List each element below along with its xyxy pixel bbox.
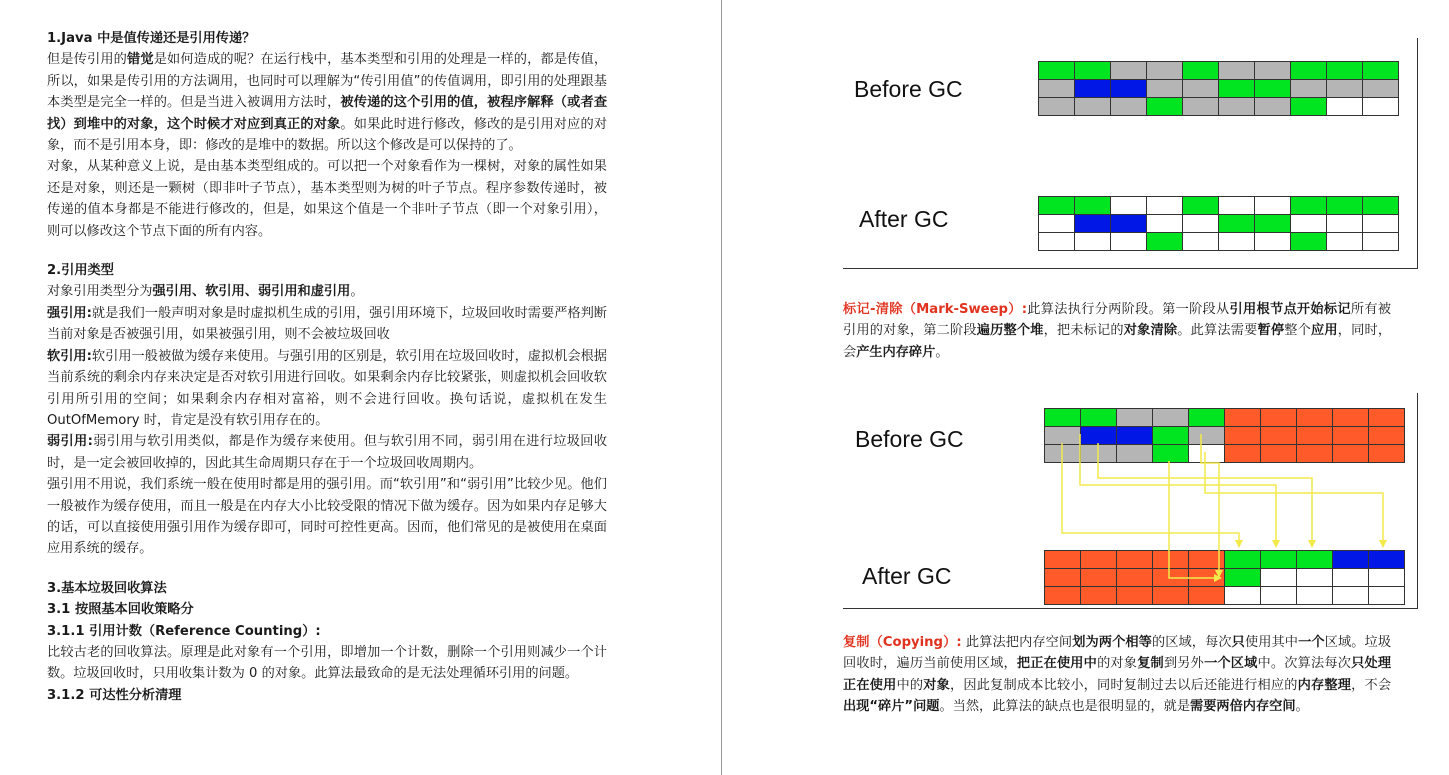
- memory-block: [1254, 196, 1291, 215]
- memory-block: [1254, 97, 1291, 116]
- memory-block: [1290, 214, 1327, 233]
- memory-block: [1326, 214, 1363, 233]
- memory-block: [1146, 232, 1183, 251]
- memory-block: [1326, 196, 1363, 215]
- memory-block: [1182, 79, 1219, 98]
- strong-reference-paragraph: 强引用:就是我们一般声明对象是时虚拟机生成的引用，强引用环境下，垃圾回收时需要严格判断当前对象是否被强引用，如果被强引用，则不会被垃圾回收: [47, 305, 607, 343]
- memory-block: [1038, 214, 1075, 233]
- memory-block: [1146, 79, 1183, 98]
- memory-block: [1110, 61, 1147, 80]
- memory-block: [1362, 214, 1399, 233]
- fig2-before-label: Before GC: [855, 426, 964, 452]
- memory-block: [1182, 196, 1219, 215]
- soft-reference-paragraph: 软引用:软引用一般被做为缓存来使用。与强引用的区别是，软引用在垃圾回收时，虚拟机会根据当前系统的剩余内存来决定是否对软引用进行回收。如果剩余内存比较紧张，则虚拟机会回收软引用所引用的空间；如果剩余内存相对富裕，则不会进行回收。换句话说，虚拟机在发生 OutOfMemory 时，肯定是没有软引用存在的。: [47, 348, 607, 428]
- memory-block: [1254, 79, 1291, 98]
- memory-block: [1074, 214, 1111, 233]
- mark-sweep-figure: [843, 38, 1418, 269]
- memory-block: [1038, 196, 1075, 215]
- memory-block: [1146, 196, 1183, 215]
- memory-block: [1146, 61, 1183, 80]
- memory-block: [1182, 232, 1219, 251]
- memory-block: [1218, 97, 1255, 116]
- memory-block: [1218, 196, 1255, 215]
- memory-block: [1218, 61, 1255, 80]
- memory-block: [1074, 79, 1111, 98]
- section-1-paragraph-2: 对象，从某种意义上说，是由基本类型组成的。可以把一个对象看作为一棵树，对象的属性如果还是对象，则还是一颗树（即非叶子节点），基本类型则为树的叶子节点。程序参数传递时，被传递的值本身都是不能进行修改的，但是，如果这个值是一个非叶子节点（即一个对象引用），则可以修改这个节点下面的所有内容。: [47, 159, 607, 239]
- copy-arrow-5: [1201, 434, 1219, 577]
- memory-block: [1362, 79, 1399, 98]
- copying-paragraph: 复制（Copying）: 此算法把内存空间划为两个相等的区域，每次只使用其中一个区域。垃圾回收时，遍历当前使用区域，把正在使用中的对象复制到另外一个区域中。次算法每次只处理正在使用中的对象，因此复制成本比较小，同时复制过去以后还能进行相应的内存整理，不会出现“碎片”问题。当然，此算法的缺点也是很明显的，就是需要两倍内存空间。: [843, 635, 1392, 715]
- memory-block: [1182, 214, 1219, 233]
- memory-block: [1254, 61, 1291, 80]
- memory-block: [1074, 97, 1111, 116]
- section-1-paragraph-1: 但是传引用的错觉是如何造成的呢？在运行栈中，基本类型和引用的处理是一样的，都是传值，所以，如果是传引用的方法调用，也同时可以理解为“传引用值”的传值调用，即引用的处理跟基本类型是完全一样的。但是当进入被调用方法时，被传递的这个引用的值，被程序解释（或者查找）到堆中的对象，这个时候才对应到真正的对象。如果此时进行修改，修改的是引用对应的对象，而不是引用本身，即：修改的是堆中的数据。所以这个修改是可以保持的了。: [47, 52, 608, 154]
- fig1-before-memory-grid: [1038, 61, 1399, 116]
- memory-block: [1110, 79, 1147, 98]
- memory-block: [1290, 196, 1327, 215]
- section-2-intro: 对象引用类型分为强引用、软引用、弱引用和虚引用。: [47, 284, 364, 300]
- memory-block: [1290, 232, 1327, 251]
- memory-block: [1290, 97, 1327, 116]
- memory-block: [1182, 97, 1219, 116]
- memory-block: [1254, 232, 1291, 251]
- section-3-1-1-title: 3.1.1 引用计数（Reference Counting）:: [47, 623, 321, 639]
- copy-arrow-1: [1062, 443, 1239, 547]
- memory-block: [1362, 232, 1399, 251]
- section-1-title: 1.Java 中是值传递还是引用传递？: [47, 31, 256, 46]
- reference-counting-paragraph: 比较古老的回收算法。原理是此对象有一个引用，即增加一个计数，删除一个引用则减少一个计数。垃圾回收时，只用收集计数为 0 的对象。此算法最致命的是无法处理循环引用的问题。: [47, 644, 607, 682]
- copy-arrows: [843, 393, 1417, 608]
- memory-block: [1110, 196, 1147, 215]
- memory-block: [1326, 232, 1363, 251]
- memory-block: [1038, 97, 1075, 116]
- memory-block: [1362, 196, 1399, 215]
- memory-block: [1218, 79, 1255, 98]
- memory-block: [1362, 97, 1399, 116]
- fig2-after-label: After GC: [862, 563, 952, 589]
- fig1-after-memory-grid: [1038, 196, 1399, 251]
- section-3-1-title: 3.1 按照基本回收策略分: [47, 602, 194, 618]
- memory-block: [1146, 214, 1183, 233]
- fig1-before-label: Before GC: [854, 76, 963, 102]
- section-3-title: 3.基本垃圾回收算法: [47, 580, 167, 596]
- mark-sweep-paragraph: 标记-清除（Mark-Sweep）:此算法执行分两阶段。第一阶段从引用根节点开始标记所有被引用的对象，第二阶段遍历整个堆，把未标记的对象清除。此算法需要暂停整个应用，同时，会产生内存碎片。: [843, 302, 1392, 360]
- memory-block: [1146, 97, 1183, 116]
- memory-block: [1074, 61, 1111, 80]
- memory-block: [1074, 232, 1111, 251]
- copying-figure: [843, 393, 1418, 609]
- reference-summary-paragraph: 强引用不用说，我们系统一般在使用时都是用的强引用。而“软引用”和“弱引用”比较少见。他们一般被作为缓存使用，而且一般是在内存大小比较受限的情况下做为缓存。因为如果内存足够大的话，可以直接使用强引用作为缓存即可，同时可控性更高。因而，他们常见的是被使用在桌面应用系统的缓存。: [47, 477, 607, 557]
- memory-block: [1182, 61, 1219, 80]
- memory-block: [1326, 79, 1363, 98]
- memory-block: [1038, 61, 1075, 80]
- memory-block: [1218, 232, 1255, 251]
- weak-reference-paragraph: 弱引用:弱引用与软引用类似，都是作为缓存来使用。但与软引用不同，弱引用在进行垃圾回收时，是一定会被回收掉的，因此其生命周期只存在于一个垃圾回收周期内。: [47, 434, 608, 471]
- memory-block: [1290, 79, 1327, 98]
- left-page: [0, 0, 721, 775]
- fig1-after-label: After GC: [859, 206, 949, 232]
- copy-arrow-2: [1080, 434, 1276, 547]
- memory-block: [1290, 61, 1327, 80]
- memory-block: [1326, 61, 1363, 80]
- memory-block: [1326, 97, 1363, 116]
- memory-block: [1074, 196, 1111, 215]
- memory-block: [1218, 214, 1255, 233]
- memory-block: [1038, 232, 1075, 251]
- section-2-title: 2.引用类型: [47, 263, 114, 279]
- memory-block: [1110, 97, 1147, 116]
- memory-block: [1110, 232, 1147, 251]
- memory-block: [1362, 61, 1399, 80]
- section-3-1-2-title: 3.1.2 可达性分析清理: [47, 687, 182, 703]
- left-column: [47, 28, 607, 706]
- memory-block: [1254, 214, 1291, 233]
- memory-block: [1110, 214, 1147, 233]
- memory-block: [1038, 79, 1075, 98]
